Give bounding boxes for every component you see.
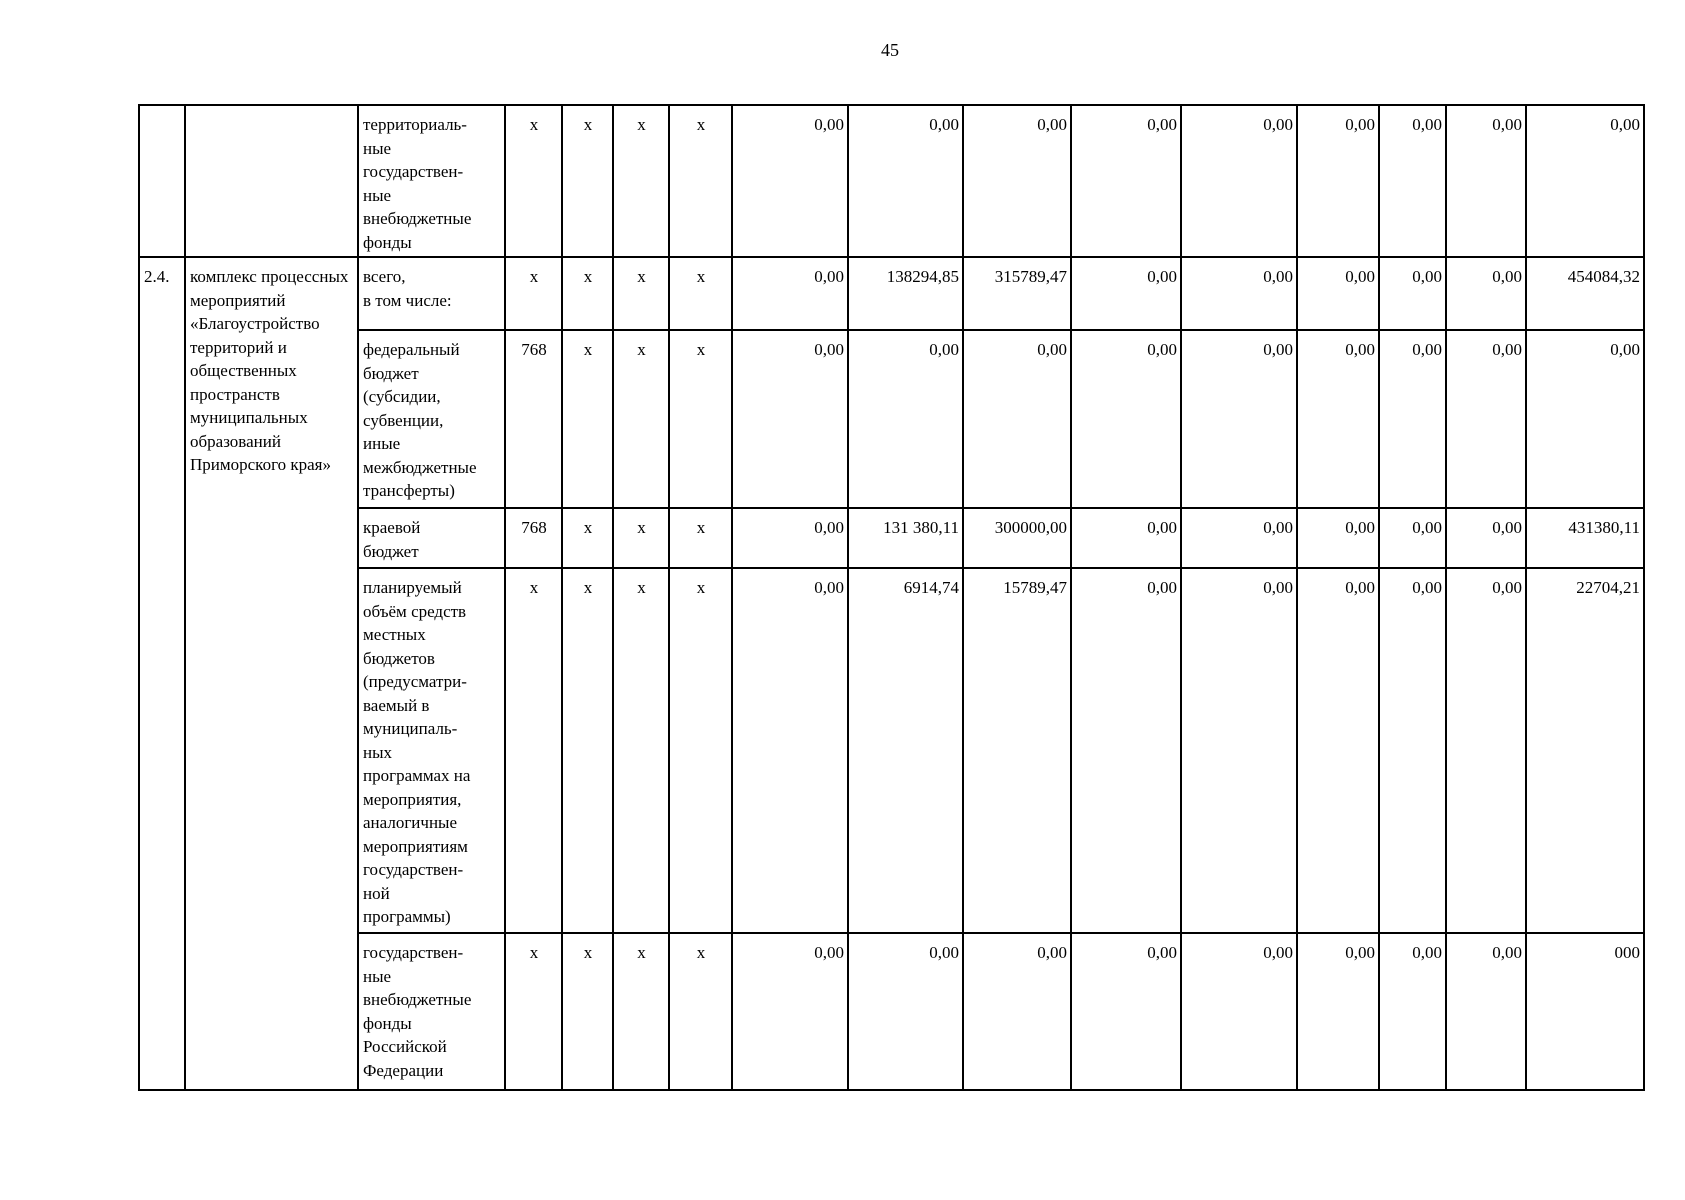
code-cell: x <box>613 568 669 933</box>
value-cell: 300000,00 <box>963 508 1071 568</box>
value-cell: 0,00 <box>1297 508 1379 568</box>
value-cell: 6914,74 <box>848 568 963 933</box>
value-cell: 0,00 <box>1446 330 1526 508</box>
code-cell: x <box>562 105 613 257</box>
value-cell: 0,00 <box>1297 257 1379 330</box>
code-cell: x <box>613 508 669 568</box>
value-cell: 0,00 <box>1526 105 1644 257</box>
value-cell: 0,00 <box>1446 105 1526 257</box>
value-cell: 0,00 <box>1297 933 1379 1090</box>
value-cell: 0,00 <box>1181 508 1297 568</box>
value-cell: 0,00 <box>1446 508 1526 568</box>
value-cell: 0,00 <box>1379 105 1446 257</box>
name-cell-empty <box>185 105 358 257</box>
code-cell: x <box>562 933 613 1090</box>
value-cell: 0,00 <box>1071 257 1181 330</box>
value-cell: 0,00 <box>732 508 848 568</box>
value-cell: 431380,11 <box>1526 508 1644 568</box>
value-cell: 0,00 <box>1297 330 1379 508</box>
value-cell: 0,00 <box>732 330 848 508</box>
value-cell: 0,00 <box>848 933 963 1090</box>
code-cell: x <box>613 330 669 508</box>
code-cell: x <box>505 257 562 330</box>
value-cell: 0,00 <box>1181 330 1297 508</box>
value-cell: 0,00 <box>1379 508 1446 568</box>
code-cell: x <box>505 105 562 257</box>
value-cell: 0,00 <box>1297 105 1379 257</box>
value-cell: 0,00 <box>1297 568 1379 933</box>
value-cell: 0,00 <box>963 105 1071 257</box>
value-cell: 0,00 <box>1181 105 1297 257</box>
source-cell: государствен- ные внебюджетные фонды Российской Федерации <box>358 933 505 1090</box>
value-cell: 0,00 <box>1181 568 1297 933</box>
table-row <box>139 105 1644 257</box>
index-cell-empty <box>139 105 185 257</box>
table-row <box>139 257 1644 330</box>
value-cell: 0,00 <box>1071 508 1181 568</box>
code-cell: x <box>562 330 613 508</box>
value-cell: 0,00 <box>1181 257 1297 330</box>
value-cell: 0,00 <box>1526 330 1644 508</box>
table-row <box>139 508 1644 568</box>
code-cell: x <box>505 933 562 1090</box>
value-cell: 0,00 <box>732 933 848 1090</box>
table-row <box>139 568 1644 933</box>
value-cell: 0,00 <box>1071 105 1181 257</box>
code-cell: x <box>613 933 669 1090</box>
code-cell: x <box>669 508 732 568</box>
value-cell: 0,00 <box>848 105 963 257</box>
value-cell: 0,00 <box>848 330 963 508</box>
value-cell: 0,00 <box>1446 933 1526 1090</box>
value-cell: 0,00 <box>1379 257 1446 330</box>
value-cell: 22704,21 <box>1526 568 1644 933</box>
value-cell: 0,00 <box>963 330 1071 508</box>
value-cell: 315789,47 <box>963 257 1071 330</box>
source-cell: территориаль- ные государствен- ные внебюджетные фонды <box>358 105 505 257</box>
value-cell: 0,00 <box>1379 568 1446 933</box>
value-cell: 0,00 <box>1446 257 1526 330</box>
value-cell: 0,00 <box>1446 568 1526 933</box>
value-cell: 0,00 <box>732 257 848 330</box>
value-cell: 0,00 <box>1071 933 1181 1090</box>
value-cell: 000 <box>1526 933 1644 1090</box>
code-cell: x <box>669 568 732 933</box>
section-index: 2.4. <box>139 257 185 1090</box>
value-cell: 0,00 <box>963 933 1071 1090</box>
code-cell: x <box>669 257 732 330</box>
value-cell: 0,00 <box>1379 330 1446 508</box>
code-cell: x <box>669 933 732 1090</box>
value-cell: 0,00 <box>1379 933 1446 1090</box>
value-cell: 0,00 <box>1071 330 1181 508</box>
source-cell: планируемый объём средств местных бюджетов (предусматри- ваемый в муниципаль- ных программах на мероприятия, аналогичные мероприятиям государствен- ной программы) <box>358 568 505 933</box>
table-row <box>139 933 1644 1090</box>
value-cell: 0,00 <box>732 105 848 257</box>
code-cell: x <box>562 257 613 330</box>
budget-table <box>138 104 1645 1091</box>
table-body <box>139 105 1644 1090</box>
value-cell: 0,00 <box>1071 568 1181 933</box>
source-cell: федеральный бюджет (субсидии, субвенции, иные межбюджетные трансферты) <box>358 330 505 508</box>
code-cell: 768 <box>505 330 562 508</box>
value-cell: 131 380,11 <box>848 508 963 568</box>
value-cell: 0,00 <box>1181 933 1297 1090</box>
code-cell: x <box>613 105 669 257</box>
section-name: комплекс процессных мероприятий «Благоустройство территорий и общественных пространств муниципальных образований Приморского края» <box>185 257 358 1090</box>
table-row <box>139 330 1644 508</box>
value-cell: 15789,47 <box>963 568 1071 933</box>
code-cell: x <box>669 105 732 257</box>
value-cell: 138294,85 <box>848 257 963 330</box>
code-cell: 768 <box>505 508 562 568</box>
source-cell: всего, в том числе: <box>358 257 505 330</box>
source-cell: краевой бюджет <box>358 508 505 568</box>
page-number: 45 <box>881 40 899 60</box>
value-cell: 0,00 <box>732 568 848 933</box>
code-cell: x <box>562 508 613 568</box>
code-cell: x <box>669 330 732 508</box>
value-cell: 454084,32 <box>1526 257 1644 330</box>
code-cell: x <box>613 257 669 330</box>
code-cell: x <box>505 568 562 933</box>
code-cell: x <box>562 568 613 933</box>
